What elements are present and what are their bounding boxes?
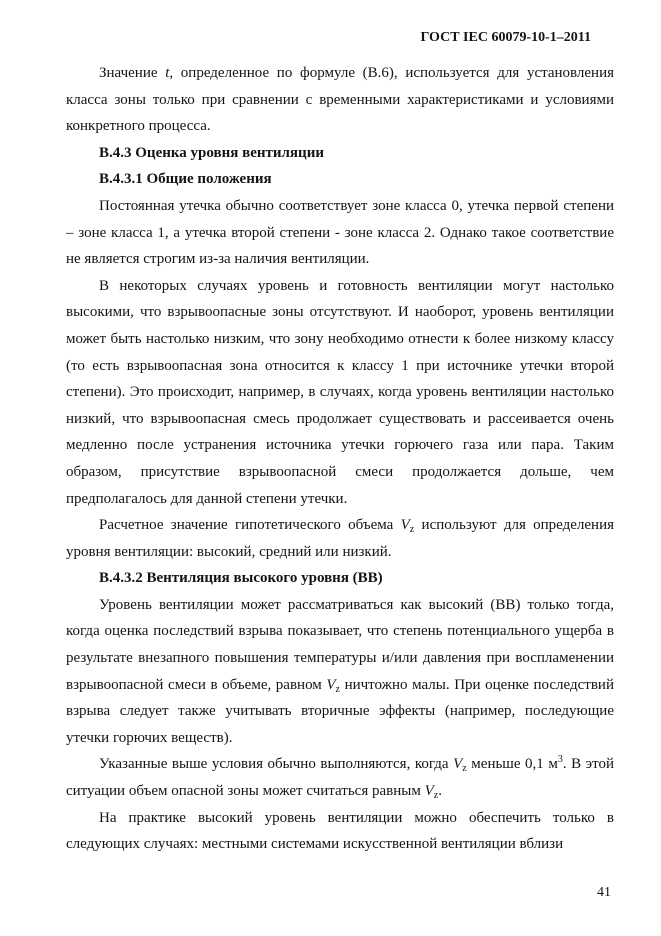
variable-v: V bbox=[424, 783, 434, 800]
page-number: 41 bbox=[597, 885, 611, 900]
variable-t: t bbox=[165, 65, 170, 81]
text-fragment: Уровень вентиляции может рассматриваться как высокий (ВВ) только тогда, когда оценка последствий взрыва показывает, что степень потенциального ущерба в результате внезапного повышения температуры и/или давления при воспламенении взрывоопасной смеси в объеме, равном bbox=[66, 596, 614, 693]
text-fragment: Расчетное значение гипотетического объема bbox=[99, 517, 401, 534]
paragraph-hypothetical-volume bbox=[66, 512, 614, 565]
text-fragment: . В этой ситуации объем опасной зоны может считаться равным bbox=[66, 756, 615, 800]
section-heading-b-4-3-2: В.4.3.2 Вентиляция высокого уровня (ВВ) bbox=[99, 570, 383, 587]
text-fragment: Значение bbox=[99, 65, 166, 81]
subscript-z: z bbox=[462, 763, 467, 775]
text-fragment: меньше 0,1 м bbox=[466, 756, 558, 773]
paragraph-leak-zones: Постоянная утечка обычно соответствует зоне класса 0, утечка первой степени – зоне класса 1, а утечка второй степени - зоне класса 2. Однако такое соответствие не является строгим из-за наличия вентиляции. bbox=[66, 197, 614, 268]
text-fragment: используют для определения уровня вентиляции: высокий, средний или низкий. bbox=[66, 517, 615, 560]
subscript-z: z bbox=[409, 524, 415, 536]
text-fragment: ничтожно малы. При оценке последствий взрыва следует также учитывать вторичные эффекты (например, последующие утечки горючих веществ). bbox=[66, 676, 614, 746]
text-fragment: , определенное по формуле (В.6), используется для установления класса зоны только при сравнении с временными характеристиками и условиями конкретного процесса. bbox=[66, 65, 615, 135]
paragraph-high-ventilation bbox=[66, 592, 614, 752]
document-code-header: ГОСТ IEC 60079-10-1–2011 bbox=[420, 30, 591, 45]
section-heading-b-4-3: В.4.3 Оценка уровня вентиляции bbox=[99, 144, 324, 161]
text-fragment: Указанные выше условия обычно выполняются, когда bbox=[99, 756, 454, 773]
variable-v: V bbox=[326, 676, 336, 693]
paragraph-ventilation-cases: В некоторых случаях уровень и готовность вентиляции могут настолько высокими, что взрывоопасные зоны отсутствуют. И наоборот, уровень вентиляции может быть настолько низким, что зону необходимо отнести к более низкому классу (то есть взрывоопасная зона относится к классу 1 при источнике утечки второй степени). Это происходит, например, в случаях, когда уровень вентиляции настолько низкий, что взрывоопасная смесь продолжает существовать и рассеивается очень медленно после устранения источника утечки горючего газа или пара. Таким образом, присутствие взрывоопасной смеси продолжается дольше, чем предполагалось для данной степени утечки. bbox=[66, 277, 614, 507]
page-body bbox=[66, 60, 614, 858]
paragraph-practice: На практике высокий уровень вентиляции можно обеспечить только в следующих случаях: местными системами искусственной вентиляции вблизи bbox=[66, 809, 614, 853]
subscript-z: z bbox=[433, 790, 439, 802]
subscript-z: z bbox=[335, 683, 340, 695]
variable-v: V bbox=[400, 517, 410, 534]
paragraph-t-value bbox=[66, 60, 614, 140]
section-heading-b-4-3-1: В.4.3.1 Общие положения bbox=[99, 171, 272, 188]
superscript-3: 3 bbox=[557, 754, 563, 766]
text-fragment: . bbox=[438, 783, 442, 800]
paragraph-conditions bbox=[66, 751, 614, 804]
variable-v: V bbox=[453, 756, 463, 773]
